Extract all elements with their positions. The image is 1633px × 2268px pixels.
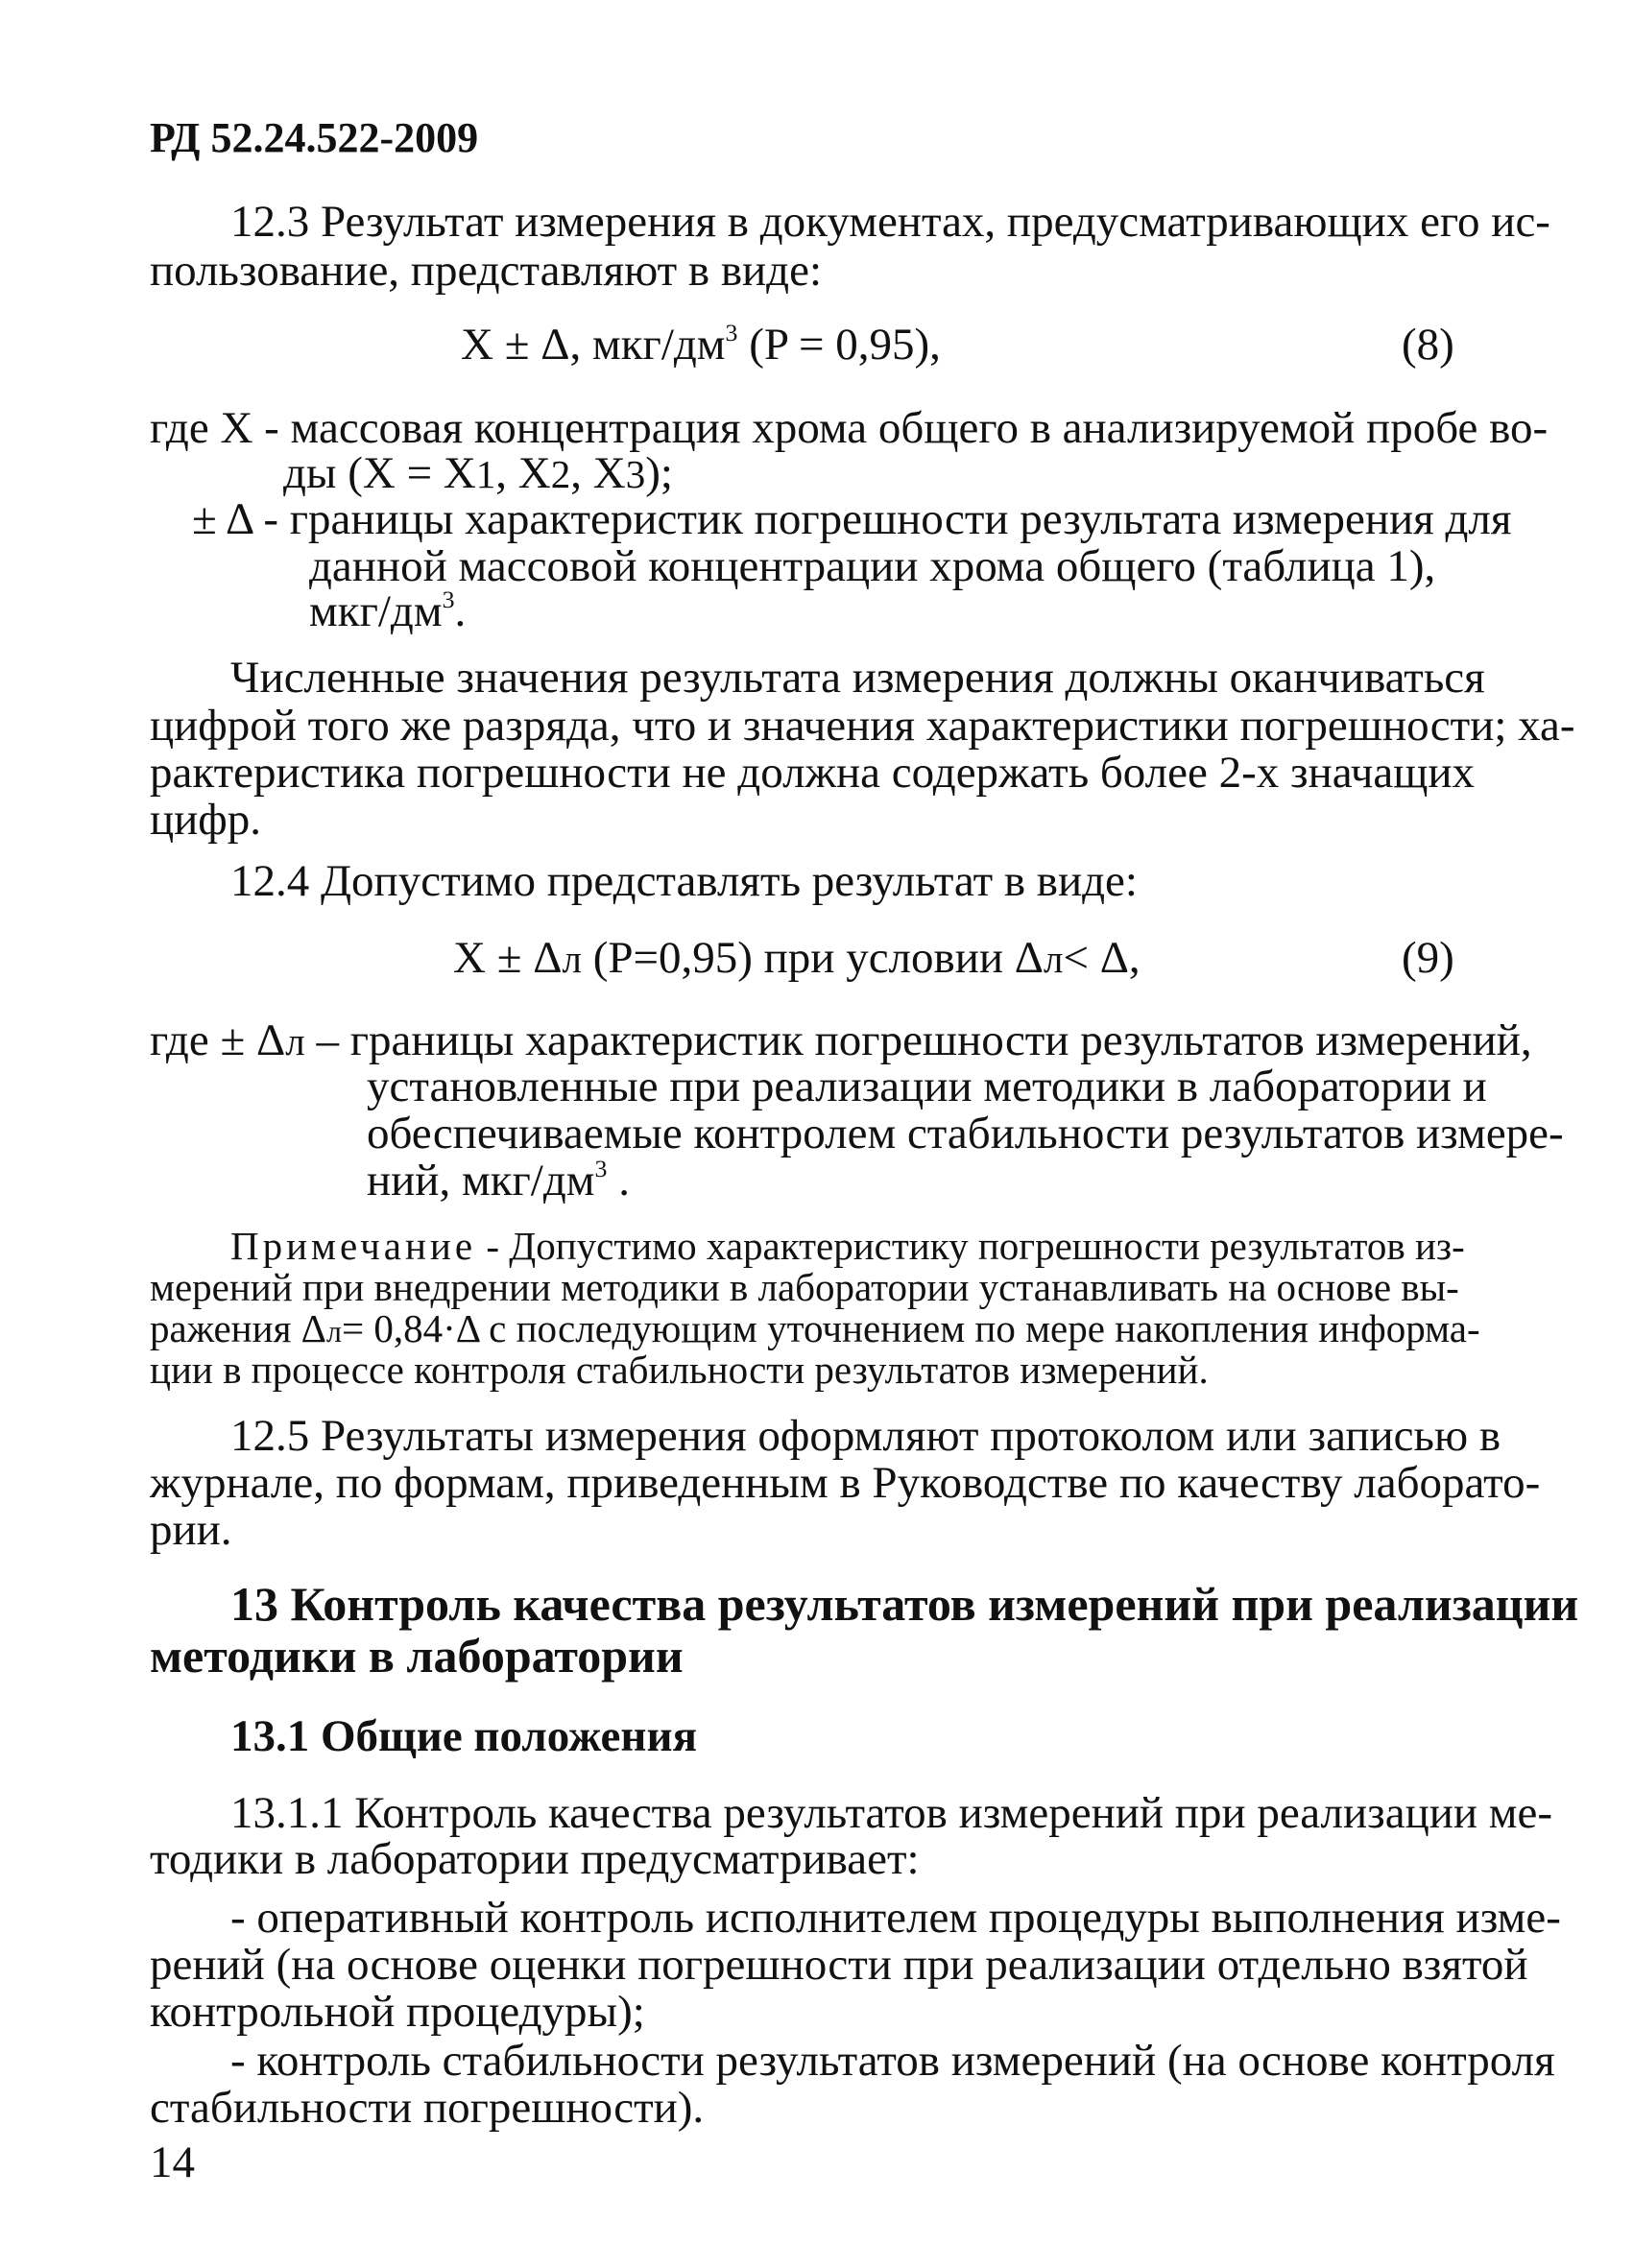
para-13-1-1-line-2: тодики в лаборатории предусматривает: [150,1834,920,1884]
formula-8 [461,318,941,370]
numeric-values-line-3: рактеристика погрешности не должна содержать более 2-х значащих [150,748,1476,798]
bullet-2-line-1: - контроль стабильности результатов измерений (на основе контроля [230,2036,1555,2086]
where-delta-l-text-a: где ± Δ [150,1015,286,1065]
formula-9-subscript-1: л [562,937,582,981]
formula-9-part-c: < Δ, [1063,933,1141,983]
note-line-2: мерений при внедрении методики в лаборатории устанавливать на основе вы- [150,1265,1459,1309]
note-line-3 [150,1306,1480,1350]
subscript-3: 3 [625,452,646,496]
note-line-3-text-a: ражения Δ [150,1306,327,1350]
note-line-3-text-b: = 0,84·Δ с последующим уточнением по мере накопления информа- [342,1306,1480,1350]
formula-8-part-b: (P = 0,95), [737,320,941,370]
where-delta-l-unit: ний, мкг/дм [367,1156,595,1206]
para-12-3-line-1: 12.3 Результат измерения в документах, предусматривающих его ис- [230,197,1550,247]
formula-9-part-a: X ± Δ [453,933,563,983]
note-line-4: ции в процессе контроля стабильности результатов измерений. [150,1348,1209,1392]
where-delta-l-line-3: обеспечиваемые контролем стабильности результатов измере- [367,1109,1564,1158]
where-delta-l-subscript: л [285,1019,305,1063]
note-line-3-subscript: л [326,1314,343,1349]
where-delta-l-superscript: 3 [594,1154,608,1182]
note-line-1-text: - Допустимо характеристику погрешности результатов из- [476,1224,1465,1268]
formula-8-superscript: 3 [725,318,738,346]
bullet-1-line-3: контрольной процедуры); [150,1987,645,2037]
where-delta-l-line-1 [150,1015,1532,1065]
numeric-values-line-2: цифрой того же разряда, что и значения характеристики погрешности; ха- [150,701,1575,751]
where-delta-line-1: ± Δ - границы характеристик погрешности результата измерения для [192,494,1512,544]
equation-number-9: (9) [1402,933,1454,983]
para-12-5-line-3: рии. [150,1505,232,1555]
subscript-1: 1 [475,452,496,496]
where-delta-line-2: данной массовой концентрации хрома общего (таблица 1), [309,541,1436,591]
where-delta-l-text-b: – границы характеристик погрешности результатов измерений, [304,1015,1532,1065]
document-code: РД 52.24.522-2009 [150,114,479,161]
formula-9-part-b: (P=0,95) при условии Δ [581,933,1044,983]
where-x-line-1: где X - массовая концентрация хрома общего в анализируемой пробе во- [150,403,1549,453]
where-x-text-d: ); [645,448,673,498]
where-x-text-b: , X [495,448,551,498]
where-delta-superscript: 3 [442,585,455,613]
where-delta-line-3 [309,585,467,636]
page-number: 14 [150,2137,195,2187]
where-x-text-a: ды (X = X [283,448,476,498]
where-delta-l-line-2: установленные при реализации методики в лаборатории и [367,1062,1487,1111]
para-12-4-line-1: 12.4 Допустимо представлять результат в виде: [230,856,1138,906]
formula-9 [453,933,1141,983]
formula-8-part-a: X ± Δ, мкг/дм [461,320,726,370]
section-13-title-line-2: методики в лаборатории [150,1629,684,1683]
formula-9-subscript-2: л [1043,937,1064,981]
numeric-values-line-1: Численные значения результата измерения должны оканчиваться [230,653,1485,703]
subsection-13-1-title: 13.1 Общие положения [230,1711,697,1761]
note-label: Примечание [230,1224,477,1268]
note-line-1 [230,1224,1465,1268]
where-x-line-2 [283,448,673,498]
numeric-values-line-4: цифр. [150,795,262,845]
subscript-2: 2 [550,452,571,496]
bullet-2-line-2: стабильности погрешности). [150,2083,705,2133]
bullet-1-line-1: - оперативный контроль исполнителем процедуры выполнения изме- [230,1893,1561,1943]
equation-number-8: (8) [1402,320,1454,370]
where-delta-unit: мкг/дм [309,586,443,636]
para-13-1-1-line-1: 13.1.1 Контроль качества результатов измерений при реализации ме- [230,1788,1553,1838]
para-12-5-line-2: журнале, по формам, приведенным в Руководстве по качеству лаборато- [150,1458,1541,1508]
para-12-5-line-1: 12.5 Результаты измерения оформляют протоколом или записью в [230,1411,1501,1461]
where-delta-period: . [454,586,467,636]
bullet-1-line-2: рений (на основе оценки погрешности при реализации отдельно взятой [150,1940,1528,1990]
section-13-title-line-1: 13 Контроль качества результатов измерений при реализации [230,1577,1579,1631]
where-x-text-c: , X [570,448,626,498]
where-delta-l-period: . [607,1156,630,1206]
where-delta-l-line-4 [367,1154,630,1206]
para-12-3-line-2: пользование, представляют в виде: [150,246,822,296]
